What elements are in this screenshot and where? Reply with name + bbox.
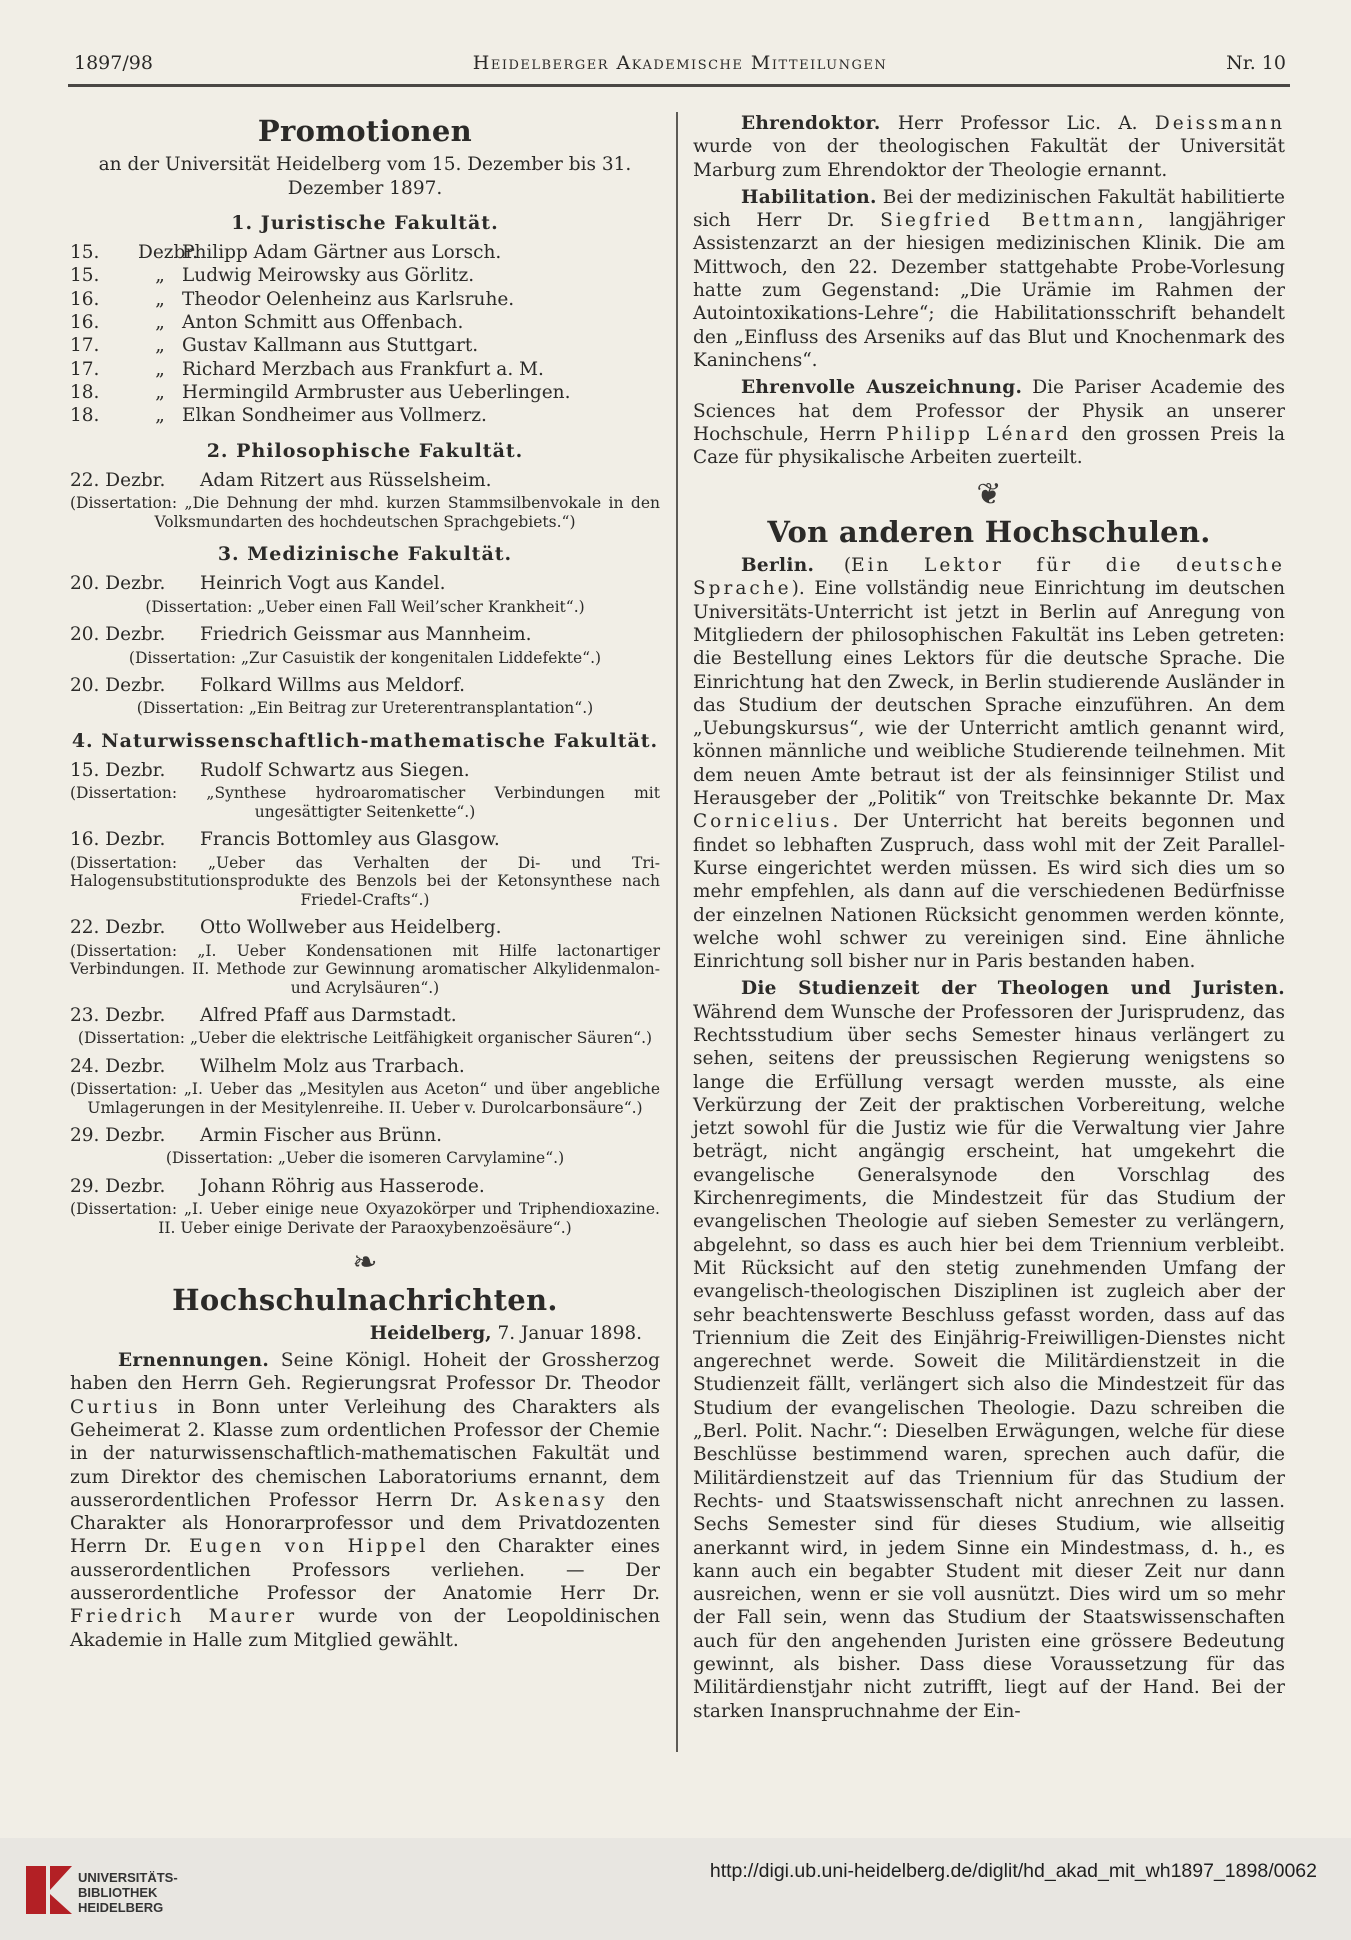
dissertation-note: (Dissertation: „Ueber einen Fall Weil’scher Krankheit“.) [145,597,585,616]
list-item: 15. Dezbr. Rudolf Schwartz aus Siegen. [70,760,470,782]
viewer-footer [0,1838,1351,1940]
list-item: 29. Dezbr. Armin Fischer aus Brünn. [70,1125,443,1147]
column-divider [676,112,678,1752]
list-item: 17. „ Gustav Kallmann aus Stuttgart. [70,335,479,357]
dissertation-note: (Dissertation: „Zur Casuistik der kongenitalen Liddefekte“.) [128,648,602,667]
ehrendoktor-paragraph: Ehrendoktor. Herr Professor Lic. A. Deissmann wurde von der theologischen Fakultät der Universität Marburg zum Ehrendoktor der Theologie ernannt. [693,113,1285,181]
list-item: 23. Dezbr. Alfred Pfaff aus Darmstadt. [70,1005,457,1027]
journal-title: Heidelberger Akademische Mitteilungen [472,52,888,74]
dissertation-note: (Dissertation: „Ueber die elektrische Leitfähigkeit organischer Säuren“.) [77,1029,653,1048]
ornament-icon: ❦ [976,477,1002,513]
list-item: 16. „ Theodor Oelenheinz aus Karlsruhe. [70,288,515,310]
dissertation-note: (Dissertation: „I. Ueber das „Mesitylen aus Aceton“ und über angebliche Umlagerungen in der Mesitylenreihe. II. Ueber v. Durolcarbonsäure“.) [70,1080,660,1117]
dissertation-note: (Dissertation: „I. Ueber einige neue Oxyazokörper und Triphendioxazine. II. Ueber einige Derivate der Paraoxybenzoësäure“.) [70,1200,660,1237]
von-anderen-hochschulen-title: Von anderen Hochschulen. [767,514,1211,549]
left-column [70,112,660,1656]
university-library-logo-icon [20,1860,80,1920]
list-item: 22. Dezbr. Otto Wollweber aus Heidelberg. [70,917,502,939]
jur-list [70,241,660,427]
section-heading-med: 3. Medizinische Fakultät. [217,543,513,566]
right-column [693,112,1285,1727]
dissertation-note: (Dissertation: „I. Ueber Kondensationen mit Hilfe lactonartiger Verbindungen. II. Methode zur Gewinnung aromatischer Alkylidenmalon- und Acrylsäuren“.) [70,941,660,997]
list-item: 16. „ Anton Schmitt aus Offenbach. [70,312,464,334]
section-heading-phil: 2. Philosophische Fakultät. [206,439,524,462]
dissertation-note: (Dissertation: „Synthese hydroaromatischer Verbindungen mit ungesättigter Seitenkette“.) [70,784,660,821]
list-item: 24. Dezbr. Wilhelm Molz aus Trarbach. [70,1055,465,1077]
header-rule [68,84,1290,87]
promotionen-intro: an der Universität Heidelberg vom 15. Dezember bis 31. Dezember 1897. [98,154,632,199]
promotionen-title: Promotionen [257,114,473,148]
dissertation-note: (Dissertation: „Ueber die isomeren Carvylamine“.) [165,1149,565,1168]
section-heading-jur: 1. Juristische Fakultät. [231,211,499,234]
list-item: 18. „ Elkan Sondheimer aus Vollmerz. [70,405,487,427]
list-item: 20. Dezbr. Friedrich Geissmar aus Mannheim. [70,624,532,646]
list-item: 18. „ Hermingild Armbruster aus Ueberlingen. [70,381,571,403]
list-item: 20. Dezbr. Heinrich Vogt aus Kandel. [70,573,446,595]
habilitation-paragraph: Habilitation. Bei der medizinischen Fakultät habilitierte sich Herr Dr. Siegfried Bettmann, langjähriger Assistenzarzt an der hiesigen medizinischen Klinik. Die am Mittwoch, den 22. Dezember stattgehabte Probe-Vorlesung hatte zum Gegenstand: „Die Urämie im Rahmen der Autointoxikations-Lehre“; die Habilitationsschrift behandelt den „Einfluss des Arseniks auf das Blut und Knochenmark des Kaninchens“. [693,186,1285,371]
list-item: 16. Dezbr. Francis Bottomley aus Glasgow. [70,829,500,851]
list-item: 29. Dezbr. Johann Röhrig aus Hasserode. [70,1175,485,1197]
library-name: UNIVERSITÄTS- BIBLIOTHEK HEIDELBERG [78,1870,178,1915]
studienzeit-paragraph: Die Studienzeit der Theologen und Juristen. Während dem Wunsche der Professoren der Jurisprudenz, das Rechtsstudium über sechs Semester hinaus verlängert zu sehen, seitens der preussischen Regierung wenigstens so lange die Erfüllung versagt werden musste, als eine Verkürzung der Zeit der praktischen Vorbereitung, welche jetzt sowohl für die Justiz wie für die Verwaltung vier Jahre beträgt, nicht angängig erscheint, hat umgekehrt die evangelische Generalsynode den Vorschlag des Kirchenregiments, die Mindestzeit für das Studium der evangelischen Theologie auf sieben Semester zu verlängern, abgelehnt, so dass es auch hier bei dem Triennium verbleibt. Mit Rücksicht auf den stetig zunehmenden Umfang der evangelisch-theologischen Disziplinen ist zugleich aber der sehr beachtenswerte Beschluss gefasst worden, dass auf das Triennium die Zeit des Einjährig-Freiwilligen-Dienstes nicht angerechnet werde. Soweit die Militärdienstzeit in die Studienzeit fällt, verlängert sich also die Mindestzeit für das Studium der evangelischen Theologie. Dazu schreiben die „Berl. Polit. Nachr.“: Dieselben Erwägungen, welche für diese Beschlüsse bestimmend waren, sprechen auch dafür, die Militärdienstzeit auf das Triennium für das Studium der Rechts- und Staatswissenschaft nicht anrechnen zu lassen. Sechs Semester sind für dieses Studium, wie allseitig anerkannt wird, in jedem Sinne ein Mindestmass, d. h., es kann auch ein begabter Student mit dieser Zeit nur dann ausreichen, wenn er sie voll ausnützt. Dies wird um so mehr der Fall sein, wenn das Studium der Staatswissenschaften auch für den angehenden Juristen eine grössere Bedeutung gewinnt, als bisher. Dass diese Voraussetzung für das Militärdienstjahr nicht zutrifft, liegt auf der Hand. Bei der starken Inanspruchnahme der Ein- [693,978,1285,1722]
ornament-icon: ❧ [352,1245,378,1281]
volume-year: 1897/98 [74,52,153,74]
berlin-paragraph: Berlin. (Ein Lektor für die deutsche Sprache). Eine vollständig neue Einrichtung im deutschen Universitäts-Unterricht ist jetzt in Berlin auf Anregung von Mitgliedern der philosophischen Fakultät ins Leben getreten: die Bestellung eines Lektors für die deutsche Sprache. Die Einrichtung hat den Zweck, in Berlin studierende Ausländer in das Studium der deutschen Sprache einzuführen. An dem „Uebungskursus“, wie der Unterricht amtlich genannt wird, können männliche und weibliche Studierende teilnehmen. Mit dem neuen Amte betraut ist der als feinsinniger Stilist und Herausgeber der „Politik“ von Treitschke bekannte Dr. Max Cornicelius. Der Unterricht hat bereits begonnen und findet so lebhaften Zuspruch, dass wohl mit der Zeit Parallel-Kurse eingerichtet werden müssen. Es wird sich dies um so mehr empfehlen, als dann auf die verschiedenen Bedürfnisse der einzelnen Nationen Rücksicht genommen werden könnte, welche wohl schwer zu vereinigen sind. Eine ähnliche Einrichtung soll bisher nur in Paris bestanden haben. [693,555,1285,973]
list-item: 17. „ Richard Merzbach aus Frankfurt a. M. [70,358,544,380]
list-item: 15. „ Ludwig Meirowsky aus Görlitz. [70,265,475,287]
dissertation-note: (Dissertation: „Ueber das Verhalten der Di- und Tri-Halogensubstitutionsprodukte des Benzols bei der Ketonsynthese nach Friedel-Crafts“.) [70,853,660,909]
running-header [74,52,1286,80]
issue-number: Nr. 10 [1226,52,1286,74]
list-item: 22. Dezbr. Adam Ritzert aus Rüsselsheim. [70,469,492,491]
dissertation-note: (Dissertation: „Ein Beitrag zur Ureterentransplantation“.) [136,699,594,718]
hochschulnachrichten-title: Hochschulnachrichten. [172,1282,558,1317]
dissertation-note: (Dissertation: „Die Dehnung der mhd. kurzen Stammsilbenvokale in den Volksmundarten des hochdeutschen Sprachgebiets.“) [70,494,660,531]
ernennungen-paragraph: Ernennungen. Seine Königl. Hoheit der Grossherzog haben den Herrn Geh. Regierungsrat Professor Dr. Theodor Curtius in Bonn unter Verleihung des Charakters als Geheimerat 2. Klasse zum ordentlichen Professor der Chemie in der naturwissenschaftlich-mathematischen Fakultät und zum Direktor des chemischen Laboratoriums ernannt, dem ausserordentlichen Professor Herrn Dr. Askenasy den Charakter als Honorarprofessor und dem Privatdozenten Herrn Dr. Eugen von Hippel den Charakter eines ausserordentlichen Professors verliehen. — Der ausserordentliche Professor der Anatomie Herr Dr. Friedrich Maurer wurde von der Leopoldinischen Akademie in Halle zum Mitglied gewählt. [70,1350,660,1651]
permalink-url[interactable]: http://digi.ub.uni-heidelberg.de/diglit/hd_akad_mit_wh1897_1898/0062 [709,1860,1317,1882]
section-heading-nat: 4. Naturwissenschaftlich-mathematische Fakultät. [71,729,659,752]
auszeichnung-paragraph: Ehrenvolle Auszeichnung. Die Pariser Academie des Sciences hat dem Professor der Physik an unserer Hochschule, Herrn Philipp Lénard den grossen Preis la Caze für physikalische Arbeiten zuerteilt. [693,377,1286,469]
list-item: 15. Dezbr. Philipp Adam Gärtner aus Lorsch. [70,242,502,264]
dateline: Heidelberg, 7. Januar 1898. [369,1322,642,1344]
list-item: 20. Dezbr. Folkard Willms aus Meldorf. [70,675,466,697]
